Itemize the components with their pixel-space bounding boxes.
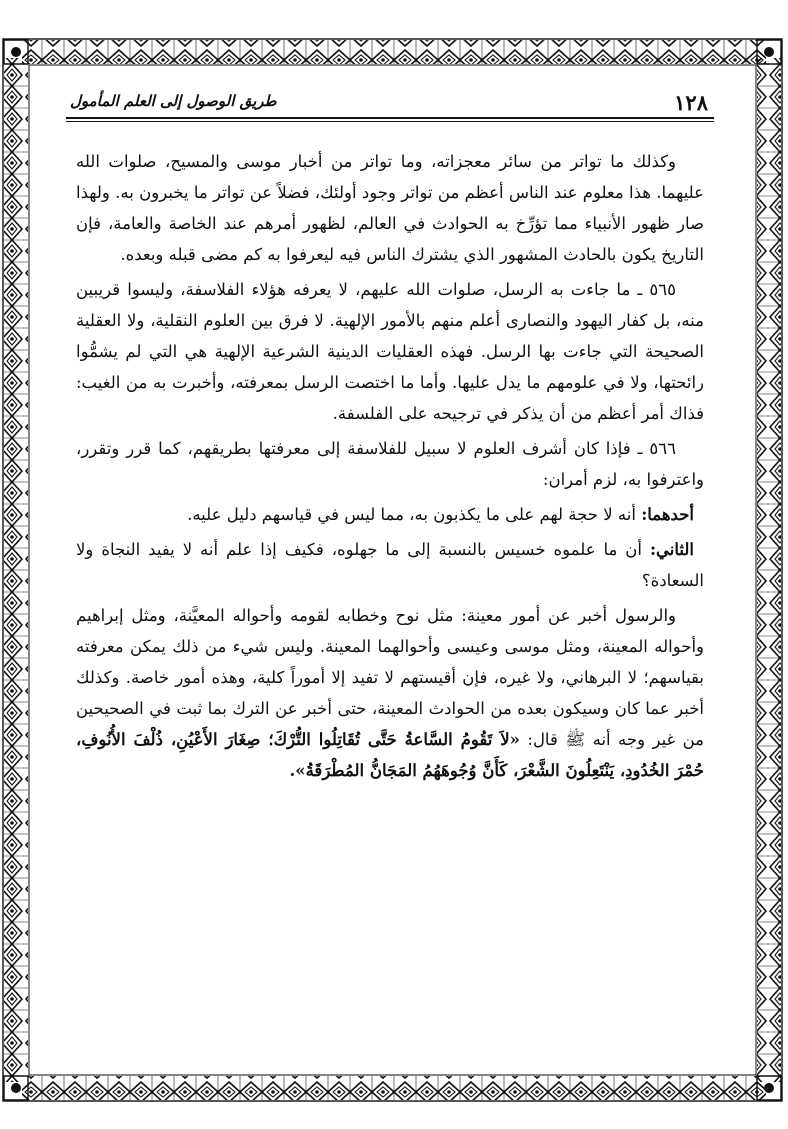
paragraph-1: وكذلك ما تواتر من سائر معجزاته، وما تواتر من أخبار موسى والمسيح، صلوات الله عليهما. هذا معلوم عند الناس أعظم من تواتر وجود أولئك، فضلاً عن تواتر ما يخبرون به. ولهذا صار ظهور الأنبياء مما تؤرِّخ به الحوادث في العالم، لظهور أمرهم عند الخاصة والعامة، فإن التاريخ يكون بالحادث المشهور الذي يشترك الناس فيه ليعرفوا به كم مضى قبله وبعده. xyxy=(76,152,704,264)
header-rule xyxy=(66,117,714,119)
paragraph-565: ٥٦٥ ـ ما جاءت به الرسل، صلوات الله عليهم، لا يعرفه هؤلاء الفلاسفة، وليسوا قريبين منه، بل كفار اليهود والنصارى أعلم منهم بالأمور الإلهية. لا فرق بين العلوم النقلية، ولا العقلية الصحيحة التي جاءت بها الرسل. فهذه العقليات الدينية الشرعية الإلهية هي التي لم يشمُّوا رائحتها، ولا في علومهم ما يدل عليها. وأما ما اختصت الرسل بمعرفته، وأخبرت به من الغيب: فذاك أمر أعظم من أن يذكر في ترجيحه على الفلسفة. xyxy=(76,280,704,423)
second-point-label: الثاني: xyxy=(649,540,694,559)
paragraph-hadith xyxy=(76,600,704,786)
paragraph-second-point xyxy=(76,534,704,596)
hadith-intro-text: والرسول أخبر عن أمور معينة: مثل نوح وخطابه لقومه وأحواله المعيَّنة، ومثل إبراهيم وأحواله المعينة، ومثل موسى وعيسى وأحوالهما المعينة. وليس شيء من ذلك يمكن معرفته بقياسهم؛ لا البرهاني، ولا غيره، فإن أقيستهم لا تفيد إلا أموراً كلية، وهذه أمور خاصة. وكذلك أخبر عما كان وسيكون بعده من الحوادث المعينة، حتى أخبر عن الترك بما ثبت في الصحيحين من غير وجه أنه ﷺ قال: xyxy=(76,606,705,749)
running-title: طريق الوصول إلى العلم المأمول xyxy=(70,92,277,110)
first-point-text: أنه لا حجة لهم على ما يكذبون به، مما ليس في قياسهم دليل عليه. xyxy=(187,505,642,524)
paragraph-first-point xyxy=(76,499,704,530)
page-number: ١٢٨ xyxy=(674,90,708,115)
page-body xyxy=(76,146,704,790)
second-point-text: أن ما علموه خسيس بالنسبة إلى ما جهلوه، فكيف إذا علم أنه لا يفيد النجاة ولا السعادة؟ xyxy=(76,540,704,590)
first-point-label: أحدهما: xyxy=(641,505,694,524)
paragraph-566: ٥٦٦ ـ فإذا كان أشرف العلوم لا سبيل للفلاسفة إلى معرفتها بطريقهم، كما قرر وتقرر، واعترفوا به، لزم أمران: xyxy=(76,439,704,489)
hadith-quote: «لاَ تَقُومُ السَّاعةُ حَتَّى تُقَاتِلُوا التُّرْكَ؛ صِغَارَ الأَعْيُنِ، ذُلْفَ الأُنُوفِ، حُمْرَ الخُدُودِ، يَنْتَعِلُونَ الشَّعْرَ، كَأَنَّ وُجُوهَهُمُ المَجَانُّ المُطْرَقَةُ». xyxy=(76,730,704,780)
header-rule-thin xyxy=(66,121,714,122)
page-header xyxy=(66,84,714,120)
